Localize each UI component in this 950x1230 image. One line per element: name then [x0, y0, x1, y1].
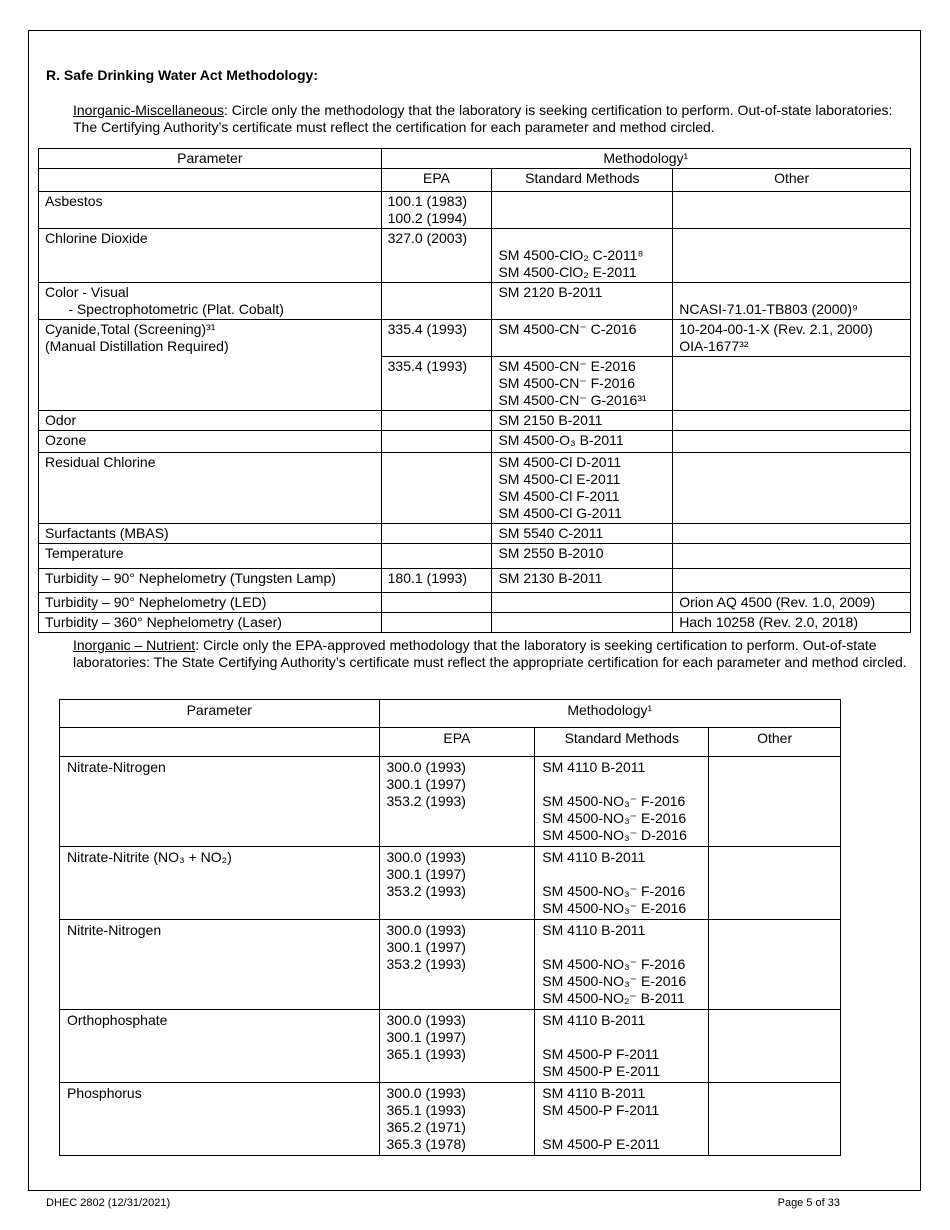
cell-line: Surfactants (MBAS): [45, 525, 169, 541]
intro-text: : Circle only the methodology that the laboratory is seeking certification to perform. Out-of-state laboratories: The Certifying Authority’s certificate must reflect the certification for each parameter and method circled.: [73, 102, 893, 135]
parameter-header: Parameter: [39, 149, 382, 169]
sm-header: Standard Methods: [492, 169, 673, 192]
sm-cell: [535, 1010, 709, 1083]
cell-line: SM 4500-NO₃⁻ E-2016: [542, 810, 687, 826]
sm-cell: [492, 613, 673, 633]
epa-cell: [381, 431, 492, 453]
parameter-cell: [39, 613, 382, 633]
sm-cell: [492, 229, 673, 283]
cell-line: SM 4500-ClO₂ C-2011⁸: [498, 247, 644, 263]
cell-line: SM 4500-CN⁻ G-2016³¹: [498, 392, 647, 408]
other-cell: [673, 544, 911, 569]
other-cell: [709, 1010, 841, 1083]
epa-cell: [381, 357, 492, 411]
cell-line: SM 5540 C-2011: [498, 525, 604, 541]
intro-nutrient: [73, 637, 913, 671]
cell-line: SM 4500-Cl E-2011: [498, 471, 621, 487]
epa-cell: [381, 320, 492, 357]
cell-line: SM 4110 B-2011: [542, 849, 646, 865]
form-number: DHEC 2802 (12/31/2021): [46, 1197, 171, 1209]
cell-line: 180.1 (1993): [387, 570, 468, 586]
epa-cell: [381, 544, 492, 569]
intro-label: Inorganic-Miscellaneous: [73, 102, 224, 118]
cell-line: 100.1 (1983): [387, 193, 468, 209]
cell-line: Color - Visual: [45, 284, 129, 300]
table-row: [60, 920, 841, 1010]
cell-line: SM 4500-Cl F-2011: [498, 488, 620, 504]
other-header: Other: [673, 169, 911, 192]
table-row: [39, 229, 911, 283]
cell-line: 353.2 (1993): [386, 793, 466, 809]
inorganic-misc-table: [38, 148, 911, 633]
cell-line: SM 4500-CN⁻ F-2016: [498, 375, 635, 391]
cell-line: SM 4500-NO₃⁻ F-2016: [542, 883, 686, 899]
cell-line: [679, 284, 904, 301]
cell-line: 300.0 (1993): [386, 759, 466, 775]
cell-line: NCASI-71.01-TB803 (2000)⁹: [679, 301, 858, 317]
epa-cell: [379, 757, 535, 847]
other-cell: [673, 569, 911, 593]
cell-line: Temperature: [45, 545, 124, 561]
table-row: [39, 613, 911, 633]
cell-line: SM 4110 B-2011: [542, 759, 646, 775]
cell-line: SM 4500-NO₃⁻ E-2016: [542, 900, 687, 916]
parameter-cell: [39, 283, 382, 320]
table-row: [60, 1083, 841, 1156]
cell-line: SM 4500-P F-2011: [542, 1046, 660, 1062]
cell-line: Orthophosphate: [67, 1012, 168, 1028]
cell-line: SM 2150 B-2011: [498, 412, 603, 428]
cell-line: Phosphorus: [67, 1085, 142, 1101]
table-row: [39, 524, 911, 544]
parameter-cell: [60, 757, 380, 847]
cell-line: - Spectrophotometric (Plat. Cobalt): [45, 301, 284, 317]
table-row: [39, 569, 911, 593]
cell-line: 365.1 (1993): [386, 1102, 466, 1118]
cell-line: SM 4500-CN⁻ C-2016: [498, 321, 637, 337]
other-cell: [709, 1083, 841, 1156]
cell-line: 327.0 (2003): [387, 230, 468, 246]
cell-line: Nitrate-Nitrite (NO₃ + NO₂): [67, 849, 232, 865]
epa-cell: [381, 613, 492, 633]
subheader-row: [39, 169, 911, 192]
other-cell: [709, 920, 841, 1010]
cell-line: 335.4 (1993): [387, 358, 468, 374]
cell-line: OIA-1677³²: [679, 338, 749, 354]
parameter-cell: [39, 411, 382, 431]
table-row: [39, 411, 911, 431]
cell-line: 300.0 (1993): [386, 1085, 466, 1101]
cell-line: SM 4110 B-2011: [542, 922, 646, 938]
cell-line: SM 4110 B-2011: [542, 1085, 646, 1101]
table-row: [39, 192, 911, 229]
other-cell: [709, 757, 841, 847]
cell-line: SM 4500-P E-2011: [542, 1063, 661, 1079]
table-row: [39, 320, 911, 357]
parameter-cell: [60, 847, 380, 920]
cell-line: Ozone: [45, 432, 87, 448]
epa-header: EPA: [381, 169, 492, 192]
other-cell: [673, 357, 911, 411]
cell-line: Nitrite-Nitrogen: [67, 922, 162, 938]
parameter-cell: [39, 192, 382, 229]
cell-line: Orion AQ 4500 (Rev. 1.0, 2009): [679, 594, 876, 610]
cell-line: Cyanide,Total (Screening)³¹: [45, 321, 216, 337]
cell-line: SM 4500-P E-2011: [542, 1136, 661, 1152]
epa-cell: [381, 453, 492, 524]
cell-line: 365.2 (1971): [386, 1119, 466, 1135]
epa-cell: [381, 192, 492, 229]
other-cell: [709, 847, 841, 920]
cell-line: SM 4500-NO₃⁻ E-2016: [542, 973, 687, 989]
parameter-cell: [39, 229, 382, 283]
cell-line: Turbidity – 90° Nephelometry (Tungsten Lamp): [45, 570, 336, 586]
sm-cell: [492, 411, 673, 431]
parameter-cell: [39, 431, 382, 453]
epa-header: EPA: [379, 728, 535, 757]
sm-cell: [492, 357, 673, 411]
table-row: [39, 593, 911, 613]
cell-line: Asbestos: [45, 193, 103, 209]
sm-header: Standard Methods: [535, 728, 709, 757]
cell-line: SM 4500-NO₂⁻ B-2011: [542, 990, 685, 1006]
cell-line: 353.2 (1993): [386, 956, 466, 972]
other-cell: [673, 431, 911, 453]
section-title: R. Safe Drinking Water Act Methodology:: [46, 67, 318, 83]
cell-line: Chlorine Dioxide: [45, 230, 148, 246]
parameter-cell: [39, 593, 382, 613]
other-header: Other: [709, 728, 841, 757]
cell-line: 300.0 (1993): [386, 849, 466, 865]
parameter-cell: [39, 320, 382, 411]
cell-line: SM 4500-NO₃⁻ D-2016: [542, 827, 687, 843]
cell-line: SM 4500-ClO₂ E-2011: [498, 264, 637, 280]
other-cell: [673, 453, 911, 524]
cell-line: SM 2120 B-2011: [498, 284, 603, 300]
cell-line: [498, 230, 666, 247]
sm-cell: [535, 920, 709, 1010]
sm-cell: [492, 569, 673, 593]
intro-miscellaneous: [73, 102, 913, 136]
parameter-cell: [39, 569, 382, 593]
epa-cell: [381, 524, 492, 544]
cell-line: 300.0 (1993): [386, 1012, 466, 1028]
sm-cell: [535, 1083, 709, 1156]
cell-line: 365.3 (1978): [386, 1136, 466, 1152]
sm-cell: [535, 847, 709, 920]
methodology-header: Methodology¹: [381, 149, 910, 169]
cell-line: SM 4500-Cl G-2011: [498, 505, 622, 521]
intro-text: : Circle only the EPA-approved methodology that the laboratory is seeking certification to perform. Out-of-state laboratories: The State Certifying Authority’s certificate must reflect the appropriate certification for each parameter and method circled.: [73, 637, 907, 670]
cell-line: [542, 1029, 701, 1046]
parameter-cell: [60, 1083, 380, 1156]
other-cell: [673, 411, 911, 431]
cell-line: SM 4500-CN⁻ E-2016: [498, 358, 636, 374]
epa-cell: [381, 569, 492, 593]
cell-line: [542, 866, 701, 883]
epa-cell: [381, 411, 492, 431]
methodology-header: Methodology¹: [379, 700, 840, 728]
cell-line: SM 4500-NO₃⁻ F-2016: [542, 956, 686, 972]
sm-cell: [492, 453, 673, 524]
other-cell: [673, 320, 911, 357]
cell-line: 365.1 (1993): [386, 1046, 466, 1062]
cell-line: 300.0 (1993): [386, 922, 466, 938]
inorganic-nutrient-table: [59, 699, 841, 1156]
parameter-cell: [60, 1010, 380, 1083]
table-row: [39, 453, 911, 524]
sm-cell: [492, 283, 673, 320]
cell-line: (Manual Distillation Required): [45, 338, 229, 354]
other-cell: [673, 524, 911, 544]
parameter-cell: [39, 544, 382, 569]
cell-line: SM 4110 B-2011: [542, 1012, 646, 1028]
sm-cell: [492, 544, 673, 569]
header-row: [39, 149, 911, 169]
cell-line: 300.1 (1997): [386, 866, 466, 882]
other-cell: [673, 613, 911, 633]
cell-line: SM 2130 B-2011: [498, 570, 603, 586]
cell-line: Turbidity – 90° Nephelometry (LED): [45, 594, 267, 610]
table-row: [39, 431, 911, 453]
sm-cell: [492, 524, 673, 544]
parameter-cell: [39, 524, 382, 544]
parameter-cell: [39, 453, 382, 524]
cell-line: Odor: [45, 412, 77, 428]
sm-cell: [492, 431, 673, 453]
table-row: [60, 757, 841, 847]
cell-line: SM 4500-Cl D-2011: [498, 454, 622, 470]
other-cell: [673, 283, 911, 320]
table-row: [39, 544, 911, 569]
sm-cell: [492, 320, 673, 357]
cell-line: SM 4500-NO₃⁻ F-2016: [542, 793, 686, 809]
cell-line: SM 4500-O₃ B-2011: [498, 432, 624, 448]
header-row: [60, 700, 841, 728]
table-row: [39, 283, 911, 320]
page-number: Page 5 of 33: [777, 1197, 840, 1209]
cell-line: [542, 776, 701, 793]
cell-line: SM 2550 B-2010: [498, 545, 604, 561]
epa-cell: [379, 1083, 535, 1156]
cell-line: 335.4 (1993): [387, 321, 468, 337]
parameter-subheader-blank: [60, 728, 380, 757]
other-cell: [673, 593, 911, 613]
sm-cell: [492, 192, 673, 229]
parameter-header: Parameter: [60, 700, 380, 728]
sm-cell: [492, 593, 673, 613]
epa-cell: [379, 920, 535, 1010]
epa-cell: [379, 847, 535, 920]
cell-line: 300.1 (1997): [386, 776, 466, 792]
other-cell: [673, 192, 911, 229]
cell-line: [542, 1119, 701, 1136]
other-cell: [673, 229, 911, 283]
parameter-cell: [60, 920, 380, 1010]
intro-label: Inorganic – Nutrient: [73, 637, 196, 653]
cell-line: Residual Chlorine: [45, 454, 156, 470]
table-row: [60, 847, 841, 920]
epa-cell: [381, 283, 492, 320]
cell-line: SM 4500-P F-2011: [542, 1102, 660, 1118]
sm-cell: [535, 757, 709, 847]
cell-line: 100.2 (1994): [387, 210, 468, 226]
epa-cell: [381, 593, 492, 613]
cell-line: Turbidity – 360° Nephelometry (Laser): [45, 614, 282, 630]
subheader-row: [60, 728, 841, 757]
epa-cell: [381, 229, 492, 283]
parameter-subheader-blank: [39, 169, 382, 192]
cell-line: 300.1 (1997): [386, 939, 466, 955]
cell-line: [542, 939, 701, 956]
epa-cell: [379, 1010, 535, 1083]
cell-line: 10-204-00-1-X (Rev. 2.1, 2000): [679, 321, 873, 337]
cell-line: Nitrate-Nitrogen: [67, 759, 166, 775]
cell-line: 300.1 (1997): [386, 1029, 466, 1045]
table-row: [60, 1010, 841, 1083]
cell-line: Hach 10258 (Rev. 2.0, 2018): [679, 614, 858, 630]
cell-line: 353.2 (1993): [386, 883, 466, 899]
